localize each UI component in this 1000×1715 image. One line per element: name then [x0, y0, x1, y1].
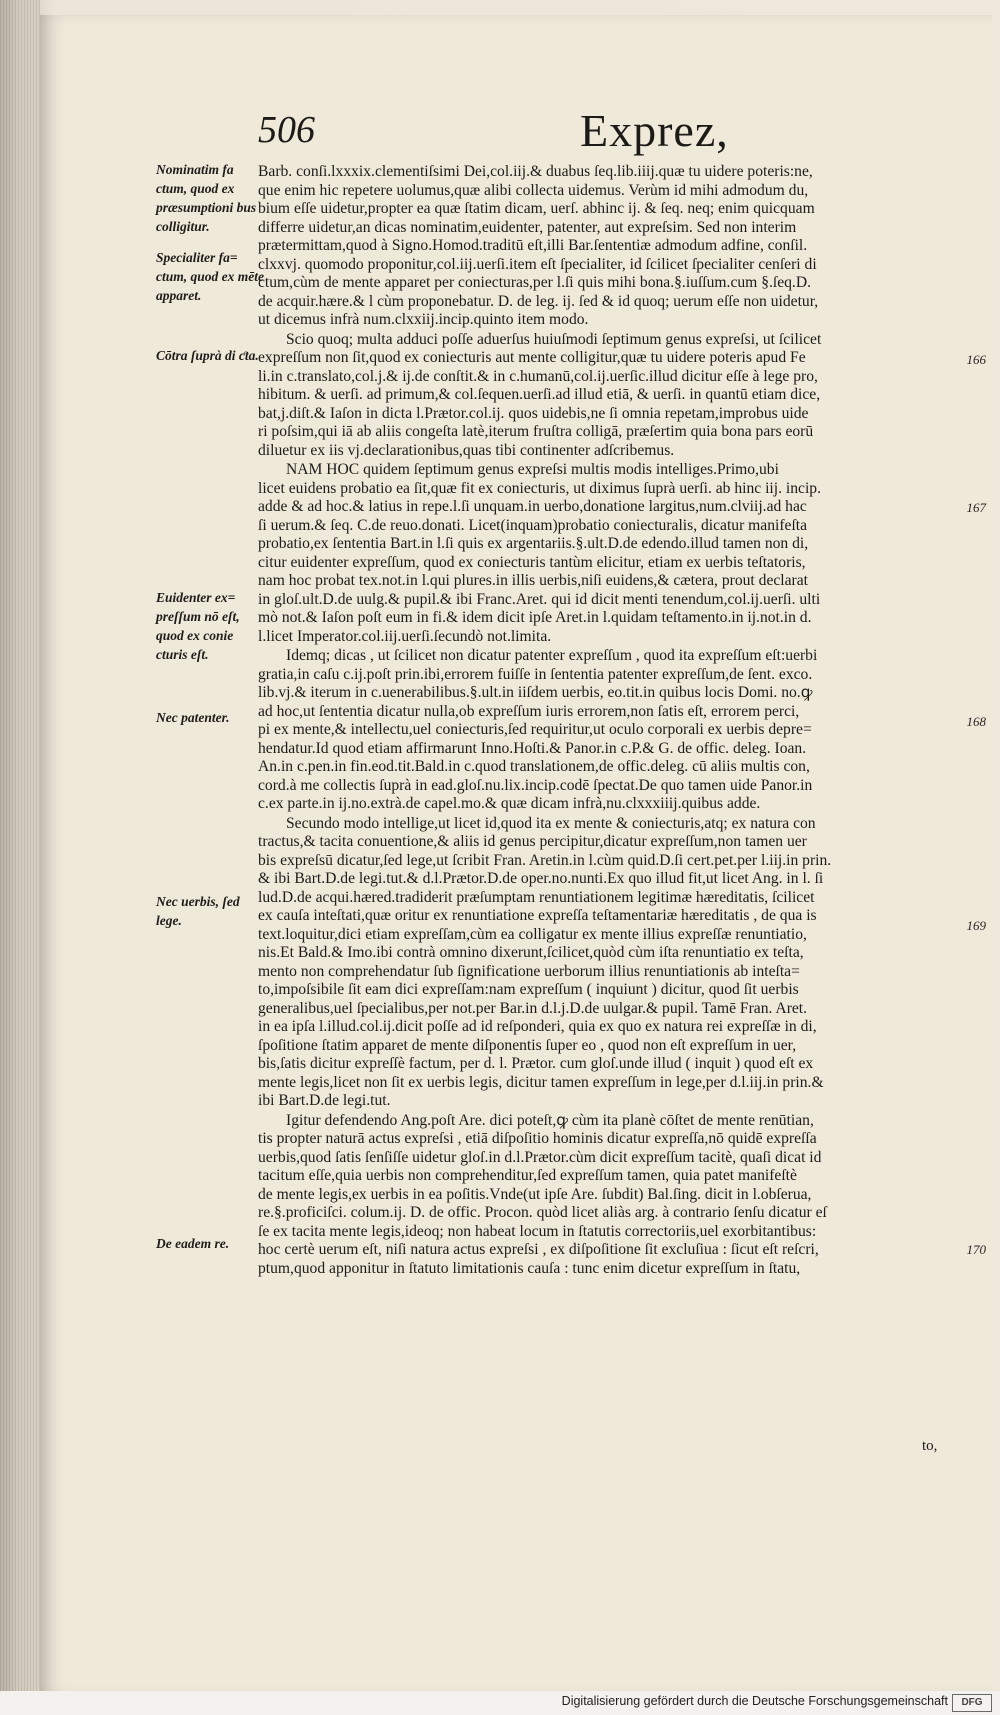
margin-note: Euidenter ex= preſſum nō eſt, quod ex conie cturis eſt.	[156, 590, 240, 662]
text-line: bat,j.diſt.& Iaſon in dicta l.Prætor.col.ij. quos uidebis,ne ſi omnia repetam,improbus uide	[258, 404, 809, 422]
text-line: bis,ſatis dicitur expreſſè factum, per d. l. Prætor. cum gloſ.unde illud ( inquit ) quod eſt ex	[258, 1055, 814, 1072]
text-line: hoc certè uerum eſt, niſi natura actus expreſsi , ex diſpoſitione ſit excluſiua : ſicut eſt reſcri,	[258, 1241, 819, 1258]
paragraph	[258, 461, 963, 646]
body-text	[258, 163, 963, 1279]
paragraph	[258, 647, 963, 814]
text-line: ſpoſitione ſtatim apparet de mente diſponentis ſuper eo , quod non eſt expreſſum in uer,	[258, 1036, 797, 1054]
text-line: mente legis,licet non ſit ex uerbis legis, dicitur tamen expreſſum in lege,per d.l.iij.in prin.&	[258, 1073, 824, 1091]
paragraph-number: 170	[966, 1242, 986, 1257]
text-line: bis expreſsū dicatur,ſed lege,ut ſcribit Fran. Aretin.in l.cùm quid.D.ſi cert.pet.per l.iij.in prin.	[258, 851, 832, 869]
text-line: prætermittam,quod à Signo.Homod.traditū eſt,illi Bar.ſententiæ admodum adfine, conſil.	[258, 237, 808, 254]
text-line: de mente legis,ex uerbis in ea poſitis.Vnde(ut ipſe Are. ſubdit) Bal.ſing. dicit in l.obſerua,	[258, 1185, 812, 1203]
text-line: text.loquitur,dici etiam expreſſam,cùm ea colligatur ex mente illius expreſſæ renuntiatio,	[258, 925, 807, 943]
margin-note: Nec patenter.	[156, 710, 230, 725]
text-line: hibitum. & uerſi. ad primum,& col.ſequen.uerſi.ad illud etiā, & uerſi. in quantū etiam dice,	[258, 386, 821, 403]
text-line: uerbis,quod ſatis ſenſiſſe uidetur gloſ.in d.l.Prætor.cùm dicit expreſſum tacitè, quaſi dicat id	[258, 1148, 822, 1166]
text-line: generalibus,uel ſpecialibus,per not.per Bar.in d.l.j.D.de uulgar.& pupil. Tamē Fran. Aret.	[258, 999, 808, 1017]
catchword: to,	[922, 1438, 938, 1454]
text-line: differre uidetur,an dicas nominatim,euidenter, patenter, aut expreſsim. Sed non interim	[258, 218, 797, 236]
text-line: ſe ex tacita mente legis,ideoq; non habeat locum in ſtatutis correctoriis,uel exorbitantibus:	[258, 1222, 817, 1240]
text-line: diluetur ex iis vj.declarationibus,quas tibi continenter adſcribemus.	[258, 441, 675, 459]
text-line: pi ex mente,& intellectu,uel coniecturis,ſed requiritur,ut oculo corporali ex uerbis depre=	[258, 721, 812, 738]
text-line: ſi uerum.& ſeq. C.de reuo.donati. Licet(inquam)probatio coniecturalis, dicatur manifeſta	[258, 516, 808, 534]
text-line: licet euidens probatio ea ſit,quæ fit ex coniecturis, ut diximus ſuprà uerſi. ab hinc iij. incip.	[258, 479, 821, 497]
paragraph-number: 168	[966, 714, 986, 729]
page-edges	[0, 0, 40, 1715]
text-line: que enim hic repetere uolumus,quæ alibi collecta uidemus. Verùm id mihi admodum du,	[258, 181, 809, 199]
paragraph	[258, 1112, 963, 1279]
text-line: lud.D.de acqui.hæred.tradiderit præſumptam renuntiationem legitimæ hæreditatis, ſcilicet	[258, 888, 815, 906]
text-line: cord.à me collectis ſuprà in ead.gloſ.nu.lix.incip.codē ſpectat.De quo tamen uide Panor.in	[258, 776, 813, 794]
text-line: Secundo modo intellige,ut licet id,quod ita ex mente & coniecturis,atq; ex natura con	[286, 814, 816, 832]
dfg-logo: DFG	[952, 1694, 992, 1712]
text-line: mento non comprehendatur ſub ſignificatione uerborum illius renuntiationis ab inteſta=	[258, 962, 800, 980]
text-line: Scio quoq; multa adduci poſſe aduerſus huiuſmodi ſeptimum genus expreſsi, ut ſcilicet	[286, 330, 822, 348]
paragraph	[258, 815, 963, 1111]
text-line: expreſſum non ſit,quod ex coniecturis aut mente colligitur,quæ tu uidere poteris apud Fe	[258, 349, 806, 366]
text-line: to,impoſsibile ſit eam dici expreſſam:nam expreſſum ( inquiunt ) dicitur, quod ſit uerbis	[258, 981, 799, 998]
text-line: in ea ipſa l.illud.col.ij.dicit poſſe ad id reſponderi, quia ex quo ex natura rei expreſſæ in di,	[258, 1018, 817, 1035]
text-line: Barb. conſi.lxxxix.clementiſsimi Dei,col.iij.& duabus ſeq.lib.iiij.quæ tu uidere poteris:ne,	[258, 163, 813, 180]
text-line: nam hoc probat tex.not.in l.qui plures.in illis uerbis,niſi euidens,& cætera, prout declarat	[258, 572, 808, 589]
paragraph	[258, 331, 963, 461]
paragraph-number: 166	[966, 352, 986, 367]
text-line: lib.vj.& iterum in c.uenerabilibus.§.ult.in iiſdem uerbis, eo.tit.in quibus locis Domi. no.ꝙ	[258, 684, 813, 701]
running-head: Exprez,	[580, 105, 729, 156]
text-line: adde & ad hoc.& latius in repe.l.ſi unquam.in uerbo,donatione largitus,num.clviij.ad hac	[258, 498, 807, 515]
text-line: hendatur.Id quod etiam affirmarunt Inno.Hoſti.& Panor.in c.P.& G. de offic. deleg. Ioan.	[258, 739, 807, 757]
paragraph-number: 169	[966, 918, 986, 933]
text-line: citur euidenter expreſſum, quod ex coniecturis tantùm elicitur, etiam ex uerbis teſtatoris,	[258, 553, 806, 571]
page-number: 506	[258, 109, 315, 151]
text-line: An.in c.pen.in fin.eod.tit.Bald.in c.quod translationem,de offic.deleg. cū aliis multis con,	[258, 758, 810, 775]
text-line: l.licet Imperator.col.iij.uerſi.ſecundò not.limita.	[258, 627, 552, 645]
margin-note: Specialiter fa= ctum, quod ex mēte apparet.	[156, 250, 264, 303]
margin-note: De eadem re.	[156, 1236, 230, 1251]
text-line: ut dicemus infrà num.clxxiij.incip.quinto item modo.	[258, 311, 589, 328]
text-line: ibi Bart.D.de legi.tut.	[258, 1092, 391, 1109]
text-line: Igitur defendendo Ang.poſt Are. dici poteſt,ꝙ cùm ita planè cōſtet de mente renūtian,	[286, 1111, 814, 1129]
text-line: & ibi Bart.D.de legi.tut.& d.l.Prætor.D.de oper.no.nunti.Ex quo illud fit,ut licet Ang. in l. ſi	[258, 870, 824, 887]
text-line: probatio,ex ſententia Bart.in l.ſi quis ex argentariis.§.ult.D.de edendo.illud tamen non di,	[258, 535, 809, 552]
text-line: ctum,cùm de mente apparet per coniecturas,per l.ſi quis mihi bona.§.iuſſum.cum §.ſeq.D.	[258, 274, 811, 291]
text-line: tacitum eſſe,quia uerbis non comprehenditur,ſed expreſſum tamen, quia patet manifeſtè	[258, 1167, 797, 1184]
text-line: tractus,& tacita conuentione,& aliis id genus percipitur,dicatur expreſſum,non tamen uer	[258, 833, 807, 850]
text-line: Idemq; dicas , ut ſcilicet non dicatur patenter expreſſum , quod ita expreſſum eſt:uerbi	[286, 647, 818, 664]
digitization-footer	[0, 1691, 1000, 1715]
text-line: ri poſsim,qui iā ab aliis congeſta latè,iterum fruſtra colligā, præſertim quia bona pars eorū	[258, 423, 814, 440]
text-line: clxxvj. quomodo proponitur,col.iij.uerſi.item eſt ſpecialiter, id ſcilicet ſpecialiter cenſeri di	[258, 255, 817, 273]
footer-credit: Digitalisierung gefördert durch die Deutsche Forschungsgemeinschaft	[561, 1694, 948, 1708]
text-line: ad hoc,ut ſententia dicatur nulla,ob expreſſum iuris errorem,non ſatis eſt, errorem perci,	[258, 702, 800, 720]
text-line: re.§.proficiſci. colum.ij. D. de offic. Procon. quòd licet aliàs arg. à contrario ſenſu dicatur eſ	[258, 1204, 827, 1221]
margin-note: Nec uerbis, ſed lege.	[156, 894, 240, 928]
text-line: gratia,in caſu c.ij.poſt prin.ibi,errorem fuiſſe in ſententia patenter expreſſum,de ſent. exco.	[258, 665, 813, 683]
text-line: ex cauſa inteſtati,quæ oritur ex renuntiatione expreſſa teſtamentariæ hæreditatis , de qua is	[258, 907, 817, 924]
text-line: NAM HOC quidem ſeptimum genus expreſsi multis modis intelliges.Primo,ubi	[286, 461, 779, 478]
text-line: nis.Et Bald.& Imo.ibi contrà omnino dixerunt,ſcilicet,quòd cùm iſta renuntiatio ex teſta,	[258, 944, 804, 961]
text-line: bium eſſe uidetur,propter ea quæ ſtatim dicam, uerſ. abhinc ij. & ſeq. neq; enim quicquam	[258, 200, 815, 217]
text-line: c.ex parte.in ij.no.extrà.de capel.mo.& quæ dicam infrà,nu.clxxxiiij.quibus adde.	[258, 795, 761, 812]
text-line: mò not.& Iaſon poſt eum in fi.& idem dicit ipſe Aret.in l.quidam teſtamento.in ij.not.in d.	[258, 609, 812, 626]
margin-note: Cōtra ſuprà di ƈta.	[156, 348, 259, 363]
text-line: li.in c.translato,col.j.& ij.de conſtit.& in c.humanū,col.ij.uerſic.illud dicitur eſſe à lege pro,	[258, 367, 818, 385]
text-line: de acquir.hære.& l cùm proponebatur. D. de leg. ij. ſed & id quoq; uerum eſſe non uidetur,	[258, 292, 819, 310]
margin-note: Nominatim fa ctum, quod ex præsumptioni bus colligitur.	[156, 162, 257, 234]
text-line: in gloſ.ult.D.de uulg.& pupil.& ibi Franc.Aret. qui id dicit menti tenendum,col.ij.uerſi. ulti	[258, 590, 821, 608]
text-line: ptum,quod apponitur in ſtatuto limitationis cauſa : tunc enim dicetur expreſſum in ſtatu,	[258, 1259, 801, 1277]
paragraph	[258, 163, 963, 330]
text-line: tis propter naturā actus expreſsi , etiā diſpoſitio hominis dicatur expreſſa,nō quidē expreſſa	[258, 1130, 817, 1147]
paragraph-number: 167	[966, 500, 986, 515]
